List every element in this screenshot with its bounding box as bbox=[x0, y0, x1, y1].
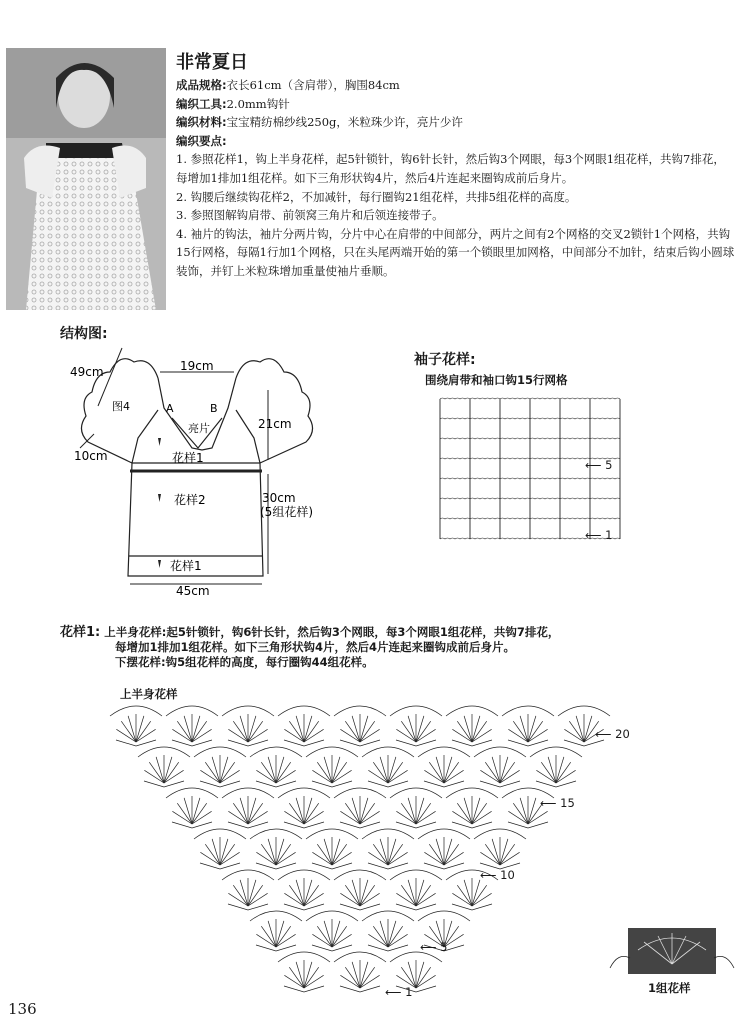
fan-shell bbox=[418, 829, 470, 869]
fan-shell bbox=[334, 952, 386, 992]
structure-diagram bbox=[60, 338, 360, 603]
fan-shell bbox=[250, 911, 302, 951]
sequin-label: 亮片 bbox=[188, 422, 210, 435]
point-3: 3. 参照图解钩肩带、前领窝三角片和后领连接带子。 bbox=[176, 208, 444, 223]
fan-shell bbox=[362, 747, 414, 787]
cuff-dim bbox=[80, 434, 94, 448]
sleeve-row-5: 5 bbox=[605, 458, 613, 472]
fan-shell bbox=[306, 829, 358, 869]
fan-shell bbox=[362, 911, 414, 951]
fan-shell bbox=[278, 952, 330, 992]
fan-shell bbox=[334, 870, 386, 910]
point-1: 1. 参照花样1，钩上半身花样，起5针锁针，钩6针长针，然后钩3个网眼，每3个网眼1组花样，共钩7排花，每增加1排加1组花样。如下三角形状钩4片，然后4片连起来圈钩成前后身片。 bbox=[176, 152, 725, 185]
unit-label: 1组花样 bbox=[648, 981, 691, 995]
chart-row-mark-5: ⟵ 5 bbox=[420, 940, 448, 954]
fan-shell bbox=[278, 788, 330, 828]
upper-body-chart bbox=[100, 700, 620, 1000]
fan-shell bbox=[474, 747, 526, 787]
hem-width: 45cm bbox=[176, 584, 210, 598]
cuff-size: 10cm bbox=[74, 449, 108, 463]
fan-shell bbox=[138, 747, 190, 787]
size-value: 衣长61cm（含肩带），胸围84cm bbox=[226, 78, 400, 92]
yoke-height: 21cm bbox=[258, 417, 292, 431]
point-2: 2. 钩腰后继续钩花样2，不加减针，每行圈钩21组花样，共排5组花样的高度。 bbox=[176, 189, 577, 204]
sleeve-pattern-subtitle: 围绕肩带和袖口钩15行网格 bbox=[425, 373, 568, 387]
chart-row-mark-15: ⟵ 15 bbox=[540, 796, 575, 810]
body-height-note: (5组花样) bbox=[260, 505, 313, 519]
sleeve-row-mark-5: ⟵ 5 bbox=[585, 458, 613, 472]
fan-shell bbox=[250, 829, 302, 869]
body-height: 30cm bbox=[262, 491, 296, 505]
tool-label: 编织工具: bbox=[176, 96, 227, 111]
chart-row-5: 5 bbox=[440, 940, 448, 954]
pattern1-note bbox=[60, 625, 740, 670]
point-a: A bbox=[166, 402, 174, 415]
pattern2-label: 花样2 bbox=[174, 493, 206, 507]
fan-shell bbox=[250, 747, 302, 787]
chart-row-1: 1 bbox=[405, 985, 413, 999]
fan-shell bbox=[278, 706, 330, 746]
fan-shell bbox=[222, 870, 274, 910]
fan-shell bbox=[474, 829, 526, 869]
points-label: 编织要点: bbox=[176, 133, 227, 148]
fan-shell bbox=[334, 706, 386, 746]
fan-shell bbox=[390, 706, 442, 746]
fan-shell bbox=[306, 911, 358, 951]
pattern1-note-line3: 下摆花样:钩5组花样的高度，每行圈钩44组花样。 bbox=[115, 655, 374, 669]
fan-shell bbox=[278, 870, 330, 910]
sleeve-row-mark-1: ⟵ 1 bbox=[585, 528, 613, 542]
pattern1-note-line1: 上半身花样:起5针锁针，钩6针长针，然后钩3个网眼，每3个网眼1组花样，共钩7排花， bbox=[104, 625, 560, 639]
pattern1-note-line2: 每增加1排加1组花样。如下三角形状钩4片，然后4片连起来圈钩成前后身片。 bbox=[115, 640, 516, 654]
point-4: 4. 袖片的钩法，袖片分两片钩，分片中心在肩带的中间部分，两片之间有2个网格的交叉2锁针1个网格，共钩15行网格，每隔1行加1个网格，只在头尾两端开始的第一个锁眼里加网格，中间部分不加针，结束后钩小圆球装饰，并钉上米粒珠增加重量使袖片垂顺。 bbox=[176, 226, 735, 278]
page-number: 136 bbox=[8, 1000, 37, 1018]
fan-shell bbox=[446, 706, 498, 746]
fan-shell bbox=[418, 747, 470, 787]
chart-row-mark-10: ⟵ 10 bbox=[480, 868, 515, 882]
chart-row-mark-1: ⟵ 1 bbox=[385, 985, 413, 999]
fan-shell bbox=[222, 706, 274, 746]
pattern1-note-label: 花样1: bbox=[60, 625, 101, 640]
pattern-title: 非常夏日 bbox=[176, 52, 248, 73]
fan-shell bbox=[194, 829, 246, 869]
sleeve-pattern-title: 袖子花样: bbox=[414, 352, 476, 368]
mesh-chain-row bbox=[440, 398, 620, 399]
fan-shell bbox=[306, 747, 358, 787]
fan-shell bbox=[194, 747, 246, 787]
sleeve-row-1: 1 bbox=[605, 528, 613, 542]
fan-shell bbox=[390, 788, 442, 828]
unit-swatch bbox=[608, 928, 736, 976]
fan-shell bbox=[390, 870, 442, 910]
chart-row-20: 20 bbox=[615, 727, 630, 741]
fig4-label: 图4 bbox=[112, 400, 130, 413]
point-b: B bbox=[210, 402, 218, 415]
structure-label: 结构图: bbox=[60, 326, 108, 342]
chart-row-mark-20: ⟵ 20 bbox=[595, 727, 630, 741]
chart-row-15: 15 bbox=[560, 796, 575, 810]
fan-shell bbox=[222, 788, 274, 828]
tool-value: 2.0mm钩针 bbox=[226, 96, 290, 111]
material-label: 编织材料: bbox=[176, 115, 227, 130]
garment-photo bbox=[6, 48, 166, 310]
material-value: 宝宝精纺棉纱线250g，米粒珠少许，亮片少许 bbox=[226, 115, 463, 130]
fan-shell bbox=[334, 788, 386, 828]
pattern1-bottom: 花样1 bbox=[170, 559, 202, 573]
fan-shell bbox=[166, 706, 218, 746]
fan-shell bbox=[446, 788, 498, 828]
specs-block bbox=[176, 76, 736, 281]
fan-shell bbox=[110, 706, 162, 746]
chart-title: 上半身花样 bbox=[120, 687, 178, 701]
fan-shell bbox=[362, 829, 414, 869]
fan-shell bbox=[166, 788, 218, 828]
fan-shell bbox=[530, 747, 582, 787]
chart-row-10: 10 bbox=[500, 868, 515, 882]
sleeve-width: 49cm bbox=[70, 365, 104, 379]
right-sleeve bbox=[236, 359, 313, 463]
pattern1-top: 花样1 bbox=[172, 451, 204, 465]
size-label: 成品规格: bbox=[176, 78, 227, 92]
neck-width: 19cm bbox=[180, 359, 214, 373]
fan-shell bbox=[502, 706, 554, 746]
